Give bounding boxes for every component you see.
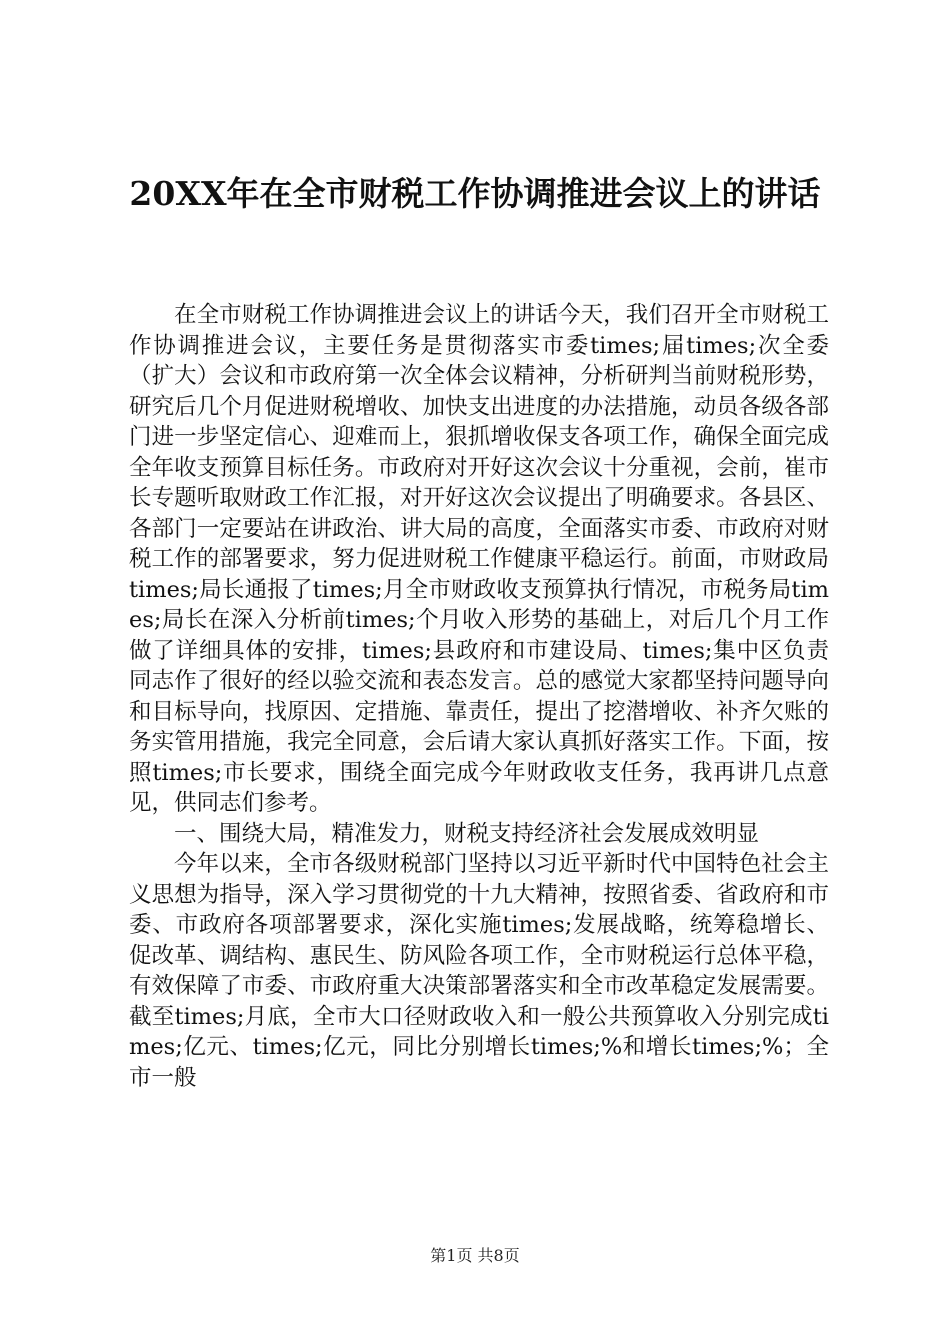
page-footer: 第1页 共8页 [430,1246,520,1265]
paragraph-intro: 在全市财税工作协调推进会议上的讲话今天，我们召开全市财税工作协调推进会议，主要任务是贯彻落实市委times;届times;次全委（扩大）会议和市政府第一次全体会议精神，分析研判当前财税形势，研究后几个月促进财税增收、加快支出进度的办法措施，动员各级各部门进一步坚定信心、迎难而上，狠抓增收保支各项工作，确保全面完成全年收支预算目标任务。市政府对开好这次会议十分重视，会前，崔市长专题听取财政工作汇报，对开好这次会议提出了明确要求。各县区、各部门一定要站在讲政治、讲大局的高度，全面落实市委、市政府对财税工作的部署要求，努力促进财税工作健康平稳运行。前面，市财政局times;局长通报了times;月全市财政收支预算执行情况，市税务局times;局长在深入分析前times;个月收入形势的基础上，对后几个月工作做了详细具体的安排，times;县政府和市建设局、times;集中区负责同志作了很好的经以验交流和表态发言。总的感觉大家都坚持问题导向和目标导向，找原因、定措施、靠责任，提出了挖潜增收、补齐欠账的务实管用措施，我完全同意，会后请大家认真抓好落实工作。下面，按照times;市长要求，围绕全面完成今年财政收支任务，我再讲几点意见，供同志们参考。 [129,302,829,816]
document-title: 20XX年在全市财税工作协调推进会议上的讲话 [129,174,821,213]
paragraph-section-1: 今年以来，全市各级财税部门坚持以习近平新时代中国特色社会主义思想为指导，深入学习贯彻党的十九大精神，按照省委、省政府和市委、市政府各项部署要求，深化实施times;发展战略，统筹稳增长、促改革、调结构、惠民生、防风险各项工作，全市财税运行总体平稳，有效保障了市委、市政府重大决策部署落实和全市改革稳定发展需要。截至times;月底，全市大口径财政收入和一般公共预算收入分别完成times;亿元、times;亿元，同比分别增长times;%和增长times;%；全市一般 [129,851,829,1091]
document-body [129,300,829,1093]
section-heading-1: 一、围绕大局，精准发力，财税支持经济社会发展成效明显 [174,820,760,847]
